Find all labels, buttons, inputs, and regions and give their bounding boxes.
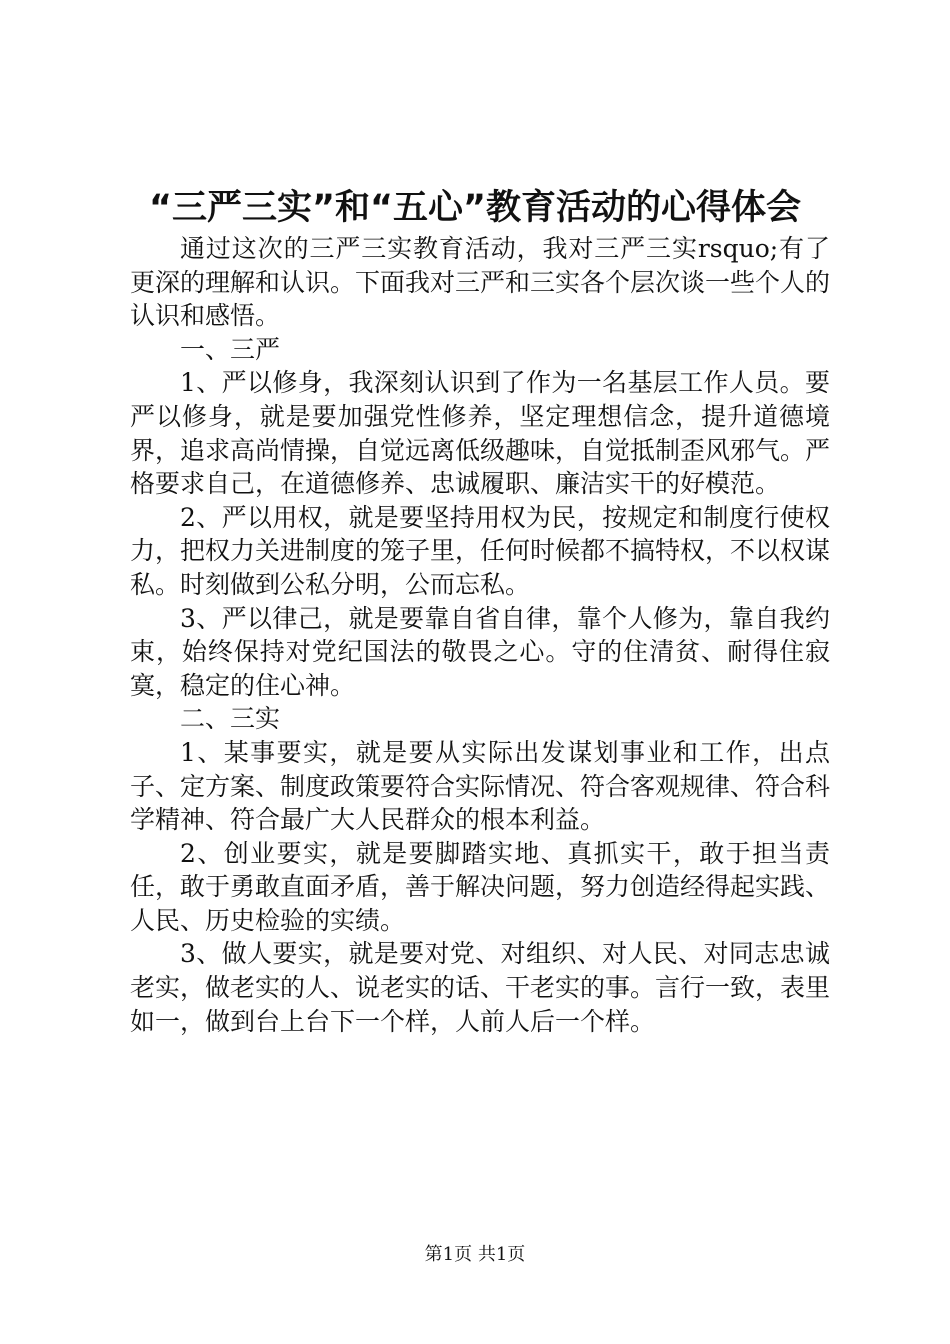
paragraph-zuo-ren-yao-shi: 3、做人要实，就是要对党、对组织、对人民、对同志忠诚老实，做老实的人、说老实的话、干老实的事。言行一致，表里如一，做到台上台下一个样，人前人后一个样。 — [130, 939, 831, 1036]
intro-paragraph: 通过这次的三严三实教育活动，我对三严三实rsquo;有了更深的理解和认识。下面我对三严和三实各个层次谈一些个人的认识和感悟。 — [130, 234, 831, 331]
section-heading-san-shi: 二、三实 — [180, 704, 281, 734]
paragraph-mou-shi-yao-shi: 1、某事要实，就是要从实际出发谋划事业和工作，出点子、定方案、制度政策要符合实际情况、符合客观规律、符合科学精神、符合最广大人民群众的根本利益。 — [130, 737, 831, 835]
paragraph-yan-yi-yong-quan: 2、严以用权，就是要坚持用权为民，按规定和制度行使权力，把权力关进制度的笼子里，任何时候都不搞特权，不以权谋私。时刻做到公私分明，公而忘私。 — [130, 502, 831, 599]
paragraph-yan-yi-lv-ji: 3、严以律己，就是要靠自省自律，靠个人修为，靠自我约束，始终保持对党纪国法的敬畏之心。守的住清贫、耐得住寂寞，稳定的住心神。 — [130, 603, 830, 700]
page-footer: 第1页 共1页 — [424, 1244, 526, 1265]
paragraph-yan-yi-xiu-shen: 1、严以修身，我深刻认识到了作为一名基层工作人员。要严以修身，就是要加强党性修养，坚定理想信念，提升道德境界，追求高尚情操，自觉远离低级趣味，自觉抵制歪风邪气。严格要求自己，在道德修养、忠诚履职、廉洁实干的好模范。 — [130, 368, 831, 499]
section-heading-san-yan: 一、三严 — [180, 334, 281, 364]
document-title: “三严三实”和“五心”教育活动的心得体会 — [148, 188, 801, 228]
paragraph-chuang-ye-yao-shi: 2、创业要实，就是要脚踏实地、真抓实干，敢于担当责任，敢于勇敢直面矛盾，善于解决问题，努力创造经得起实践、人民、历史检验的实绩。 — [130, 838, 831, 935]
document-body — [130, 232, 830, 1038]
